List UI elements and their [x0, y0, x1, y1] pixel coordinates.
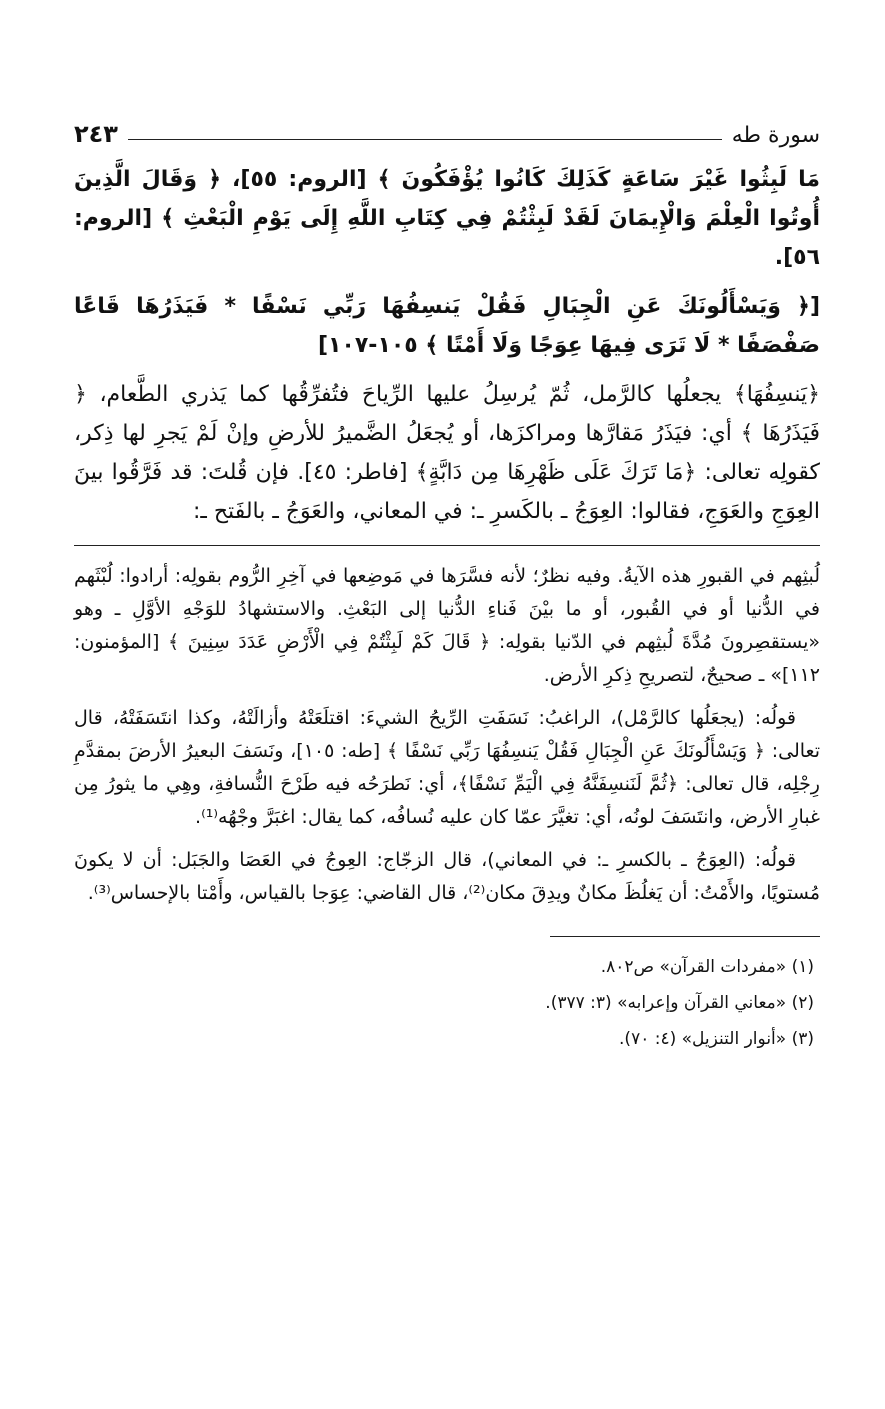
quran-continuation: مَا لَبِثُوا غَيْرَ سَاعَةٍ كَذَلِكَ كَانُوا يُؤْفَكُونَ ﴾ [الروم: ٥٥]، ﴿ وَقَالَ الَّذِينَ أُوتُوا الْعِلْمَ وَالْإِيمَانَ لَقَدْ لَبِثْتُمْ فِي كِتَابِ اللَّهِ إِلَى يَوْمِ الْبَعْثِ ﴾ [الروم: ٥٦].: [74, 167, 820, 270]
gloss-paragraph-1: لُبثِهم في القبورِ هذه الآيةُ. وفيه نظرٌ؛ لأنه فسَّرَها في مَوضِعها في آخِرِ الرُّوم بقولِه: أرادوا: لُبْثَهم في الدُّنيا أو في القُبور، أو ما بيْنَ فَناءِ الدُّنيا إلى البَعْثِ. والاستشهادُ للوَجْهِ الأوَّلِ ـ وهو «يستقصِرونَ مُدَّةَ لُبثِهم في الدّنيا بقولِه: ﴿ قَالَ كَمْ لَبِثْتُمْ فِي الْأَرْضِ عَدَدَ سِنِينَ ﴾ [المؤمنون: ١١٢]» ـ صحيحٌ، لتصريحِ ذِكرِ الأرض.: [74, 565, 820, 686]
page: [74, 112, 820, 1057]
page-header: [74, 112, 820, 148]
header-rule: [128, 139, 722, 140]
footnotes: [74, 949, 820, 1057]
footnote-rule: [550, 936, 820, 937]
verse-heading: [﴿ وَيَسْأَلُونَكَ عَنِ الْجِبَالِ فَقُلْ يَنسِفُهَا رَبِّي نَسْفًا * فَيَذَرُهَا قَاعًا صَفْصَفًا * لَا تَرَى فِيهَا عِوَجًا وَلَا أَمْتًا ﴾ ١٠٥-١٠٧]: [74, 294, 820, 358]
surah-title: سورة طه: [731, 123, 820, 148]
footnote-3: (٣) «أنوار التنزيل» (٤: ٧٠).: [619, 1029, 814, 1049]
footnote-1: (١) «مفردات القرآن» ص٨٠٢.: [600, 957, 814, 977]
main-text: [74, 160, 820, 531]
gloss-paragraph-2: قولُه: (يجعَلُها كالرَّمْل)، الراغبُ: نَسَفَتِ الرِّيحُ الشيءَ: اقتلَعَتْهُ وأزالَتْهُ، وكذا انتَسَفَتْهُ، قال تعالى: ﴿ وَيَسْأَلُونَكَ عَنِ الْجِبَالِ فَقُلْ يَنسِفُهَا رَبِّي نَسْفًا ﴾ [طه: ١٠٥]، ونَسَفَ البعيرُ الأرضَ بمقدَّمِ رِجْلِه، قال تعالى: ﴿ثُمَّ لَنَنسِفَنَّهُ فِي الْيَمِّ نَسْفًا﴾، أي: نَطرَحُه فيه طَرْحَ النُّسافةِ، وهِي ما يثورُ مِن غبارِ الأرض، وانتَسَفَ لونُه، أي: تغيَّرَ عمّا كان عليه نُسافُه، كما يقال: اغبَرَّ وجْهُه⁽¹⁾.: [74, 707, 821, 828]
gloss-text: [74, 560, 820, 910]
gloss-paragraph-3: قولُه: (العِوَجُ ـ بالكسرِ ـ: في المعاني)، قال الزجّاج: العِوجُ في العَصَا والجَبَل: أن لا يكونَ مُستويًا، والأَمْتُ: أن يَغلُظَ مكانٌ ويدِقَ مكان⁽²⁾، قال القاضي: عِوَجا بالقياس، وأَمْتا بالإحساس⁽³⁾.: [74, 849, 820, 904]
commentary-paragraph: ﴿يَنسِفُهَا﴾ يجعلُها كالرَّمل، ثُمّ يُرسِلُ عليها الرِّياحَ فتُفرِّقُها كما يَذري الطَّعام، ﴿ فَيَذَرُهَا ﴾ أي: فيَذَرُ مَقارَّها ومراكزَها، أو يُجعَلُ الضَّميرُ للأرضِ وإنْ لَمْ يَجرِ لها ذِكر، كقولِه تعالى: ﴿مَا تَرَكَ عَلَى ظَهْرِهَا مِن دَابَّةٍ﴾ [فاطر: ٤٥]. فإن قُلتَ: قد فَرَّقُوا بينَ العِوَجِ والعَوَجِ، فقالوا: العِوَجُ ـ بالكَسرِ ـ: في المعاني، والعَوَجُ ـ بالفَتح ـ:: [74, 382, 820, 524]
section-divider: [74, 545, 820, 546]
page-number: ٢٤٣: [74, 120, 118, 148]
footnote-2: (٢) «معاني القرآن وإعرابه» (٣: ٣٧٧).: [545, 993, 814, 1013]
